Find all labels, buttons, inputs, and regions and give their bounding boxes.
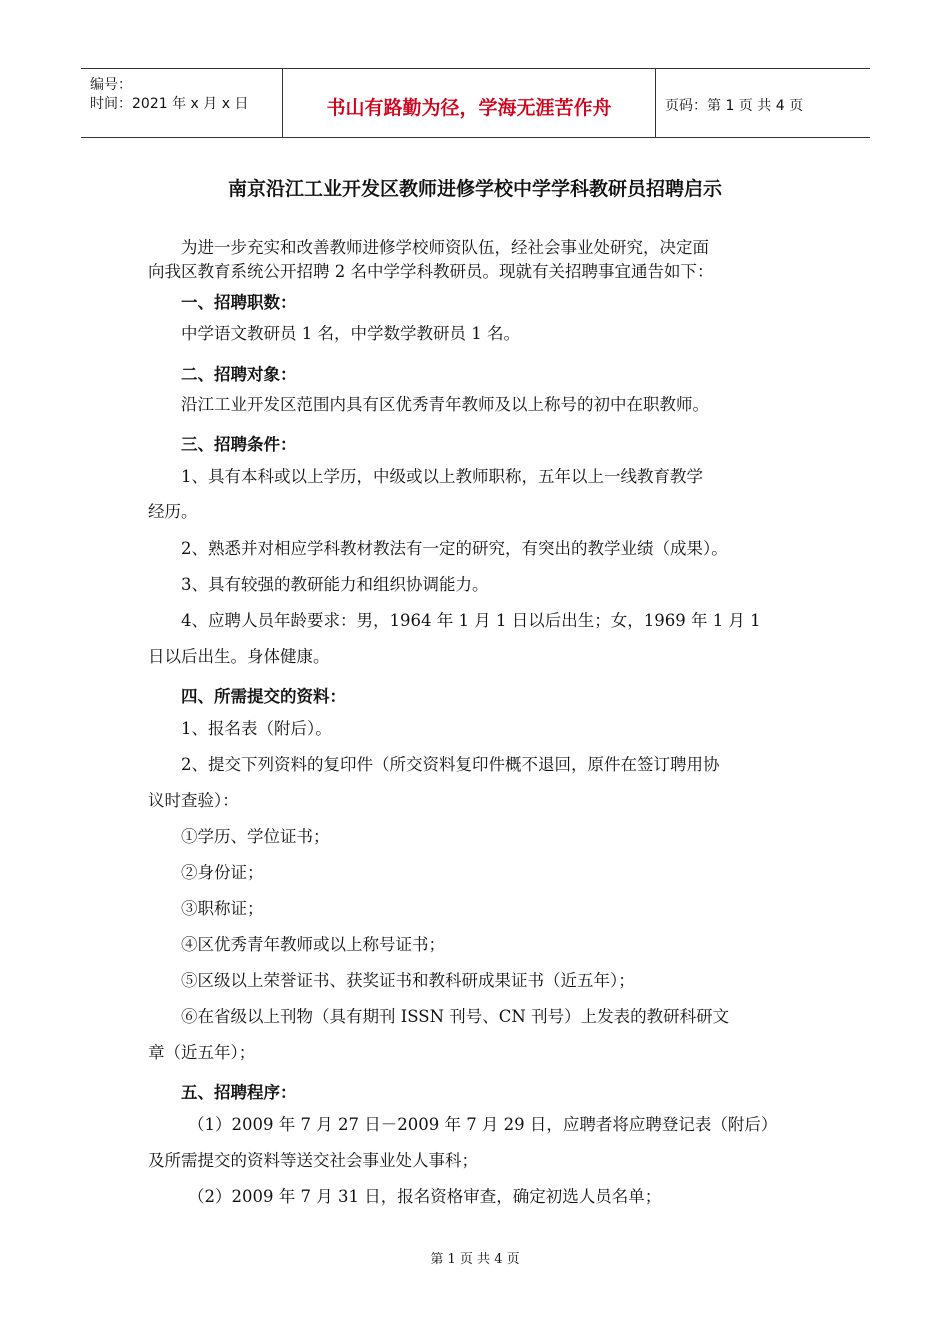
section-5-item-1a: （1）2009 年 7 月 27 日－2009 年 7 月 29 日，应聘者将应聘登记表（附后）: [188, 1115, 778, 1134]
section-4-item-2a: 2、提交下列资料的复印件（所交资料复印件概不退回，原件在签订聘用协: [181, 755, 720, 774]
document-header: [81, 68, 870, 138]
section-4-circled-3: ③职称证；: [181, 899, 264, 918]
page-info: 页码：第 1 页 共 4 页: [665, 98, 804, 114]
section-4-circled-2: ②身份证；: [181, 863, 264, 882]
section-heading-1: 一、招聘职数：: [181, 293, 297, 312]
section-5-item-1b: 及所需提交的资料等送交社会事业处人事科；: [148, 1151, 478, 1170]
section-3-item-1b: 经历。: [148, 502, 198, 521]
motto: 书山有路勤为径，学海无涯苦作舟: [326, 97, 612, 119]
document-title: 南京沿江工业开发区教师进修学校中学学科教研员招聘启示: [227, 178, 722, 200]
section-5-item-2: （2）2009 年 7 月 31 日，报名资格审查，确定初选人员名单；: [188, 1187, 662, 1206]
intro-line-1: 为进一步充实和改善教师进修学校师资队伍，经社会事业处研究，决定面: [181, 238, 709, 257]
header-motto-cell: [283, 69, 656, 137]
section-4-circled-6a: ⑥在省级以上刊物（具有期刊 ISSN 刊号、CN 刊号）上发表的教研科研文: [181, 1007, 730, 1026]
section-heading-4: 四、所需提交的资料：: [181, 687, 346, 706]
section-3-item-4a: 4、应聘人员年龄要求：男，1964 年 1 月 1 日以后出生；女，1969 年 1 月 1: [181, 611, 761, 630]
number-label: 编号：: [90, 77, 132, 93]
section-4-circled-5: ⑤区级以上荣誉证书、获奖证书和教科研成果证书（近五年）；: [181, 971, 635, 990]
header-page-cell: [656, 69, 870, 137]
section-4-item-1: 1、报名表（附后）。: [181, 719, 332, 738]
section-3-item-4b: 日以后出生。身体健康。: [148, 647, 330, 666]
section-heading-3: 三、招聘条件：: [181, 435, 297, 454]
section-4-circled-4: ④区优秀青年教师或以上称号证书；: [181, 935, 445, 954]
intro-line-2: 向我区教育系统公开招聘 2 名中学学科教研员。现就有关招聘事宜通告如下：: [148, 262, 714, 281]
section-4-circled-6b: 章（近五年）；: [148, 1043, 256, 1062]
section-4-item-2b: 议时查验）：: [148, 791, 239, 810]
section-4-circled-1: ①学历、学位证书；: [181, 827, 330, 846]
section-1-text: 中学语文教研员 1 名，中学数学教研员 1 名。: [181, 324, 520, 343]
section-3-item-3: 3、具有较强的教研能力和组织协调能力。: [181, 575, 489, 594]
section-heading-5: 五、招聘程序：: [181, 1083, 297, 1102]
page-footer: 第 1 页 共 4 页: [430, 1252, 520, 1267]
date-line: 时间：2021 年 x 月 x 日: [90, 96, 249, 112]
section-2-text: 沿江工业开发区范围内具有区优秀青年教师及以上称号的初中在职教师。: [181, 395, 709, 414]
section-3-item-1a: 1、具有本科或以上学历，中级或以上教师职称，五年以上一线教育教学: [181, 467, 703, 486]
section-heading-2: 二、招聘对象：: [181, 365, 297, 384]
header-meta-cell: [81, 69, 283, 137]
section-3-item-2: 2、熟悉并对相应学科教材教法有一定的研究，有突出的教学业绩（成果）。: [181, 539, 728, 558]
